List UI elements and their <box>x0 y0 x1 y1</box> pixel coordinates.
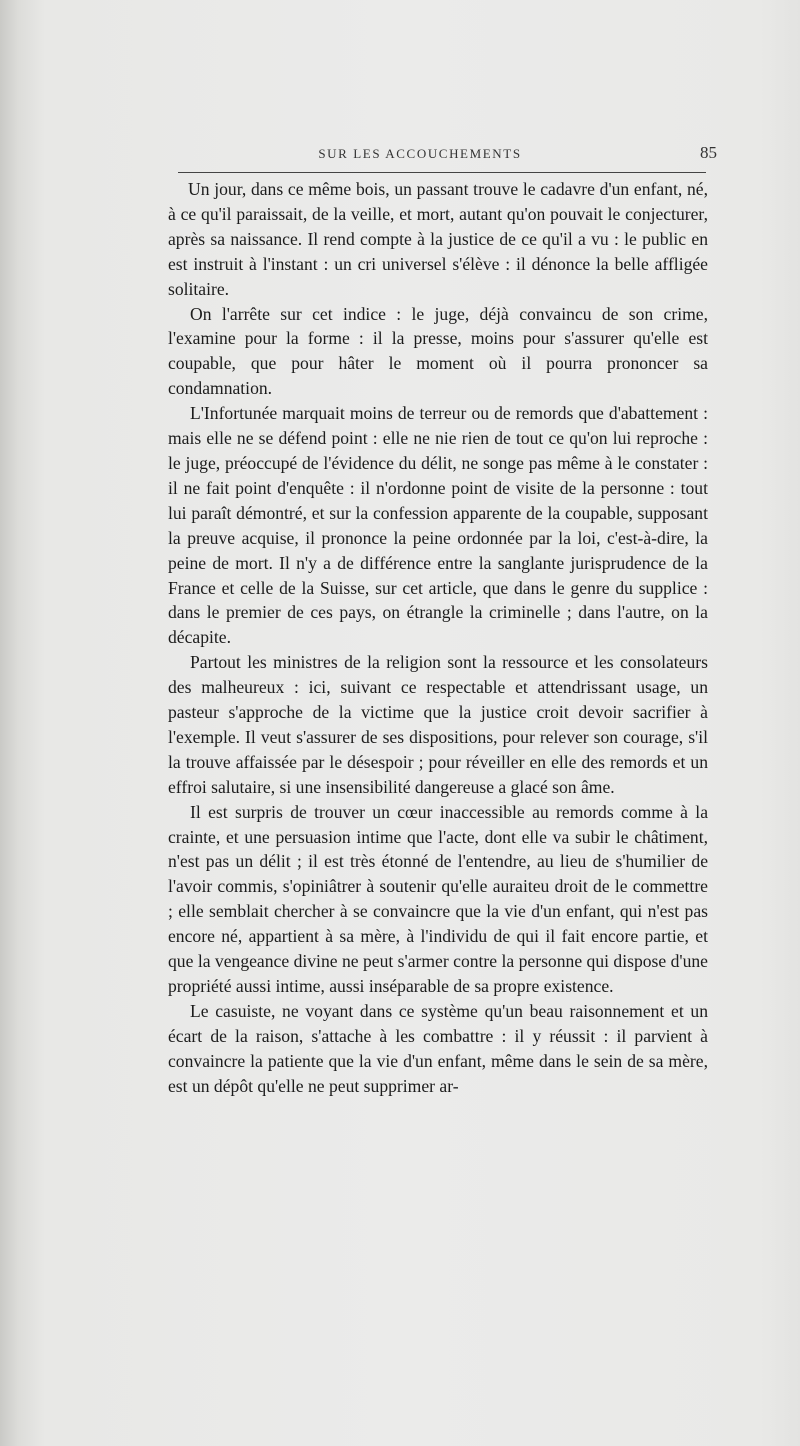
paragraph-6: Le casuiste, ne voyant dans ce système qu'un beau raisonnement et un écart de la raison, s'attache à les combattre : il y réussit : il parvient à convaincre la patiente que la vie d'un enfant, même dans le sein de sa mère, est un dépôt qu'elle ne peut supprimer ar- <box>168 1000 708 1096</box>
paragraph-4: Partout les ministres de la religion sont la ressource et les consolateurs des malheureux : ici, suivant ce respectable et attendrissant usage, un pasteur s'approche de la victime que la justice croit devoir sacrifier à l'exemple. Il veut s'assurer de ses dispositions, pour relever son courage, s'il la trouve affaissée par le désespoir ; pour réveiller en elle des remords et un effroi salutaire, si une insensibilité dangereuse a glacé son âme. <box>168 652 708 797</box>
page-number: 85 <box>700 143 717 162</box>
header-rule <box>178 172 706 173</box>
paragraph-1: Un jour, dans ce même bois, un passant trouve le cadavre d'un enfant, né, à ce qu'il paraissait, de la veille, et mort, autant qu'on pouvait le conjecturer, après sa naissance. Il rend compte à la justice de ce qu'il a vu : le public en est instruit à l'instant : un cri universel s'élève : il dénonce la belle affligée solitaire. <box>168 179 708 299</box>
body-text <box>168 177 708 1099</box>
running-title: SUR LES ACCOUCHEMENTS <box>318 146 522 161</box>
paragraph-5: Il est surpris de trouver un cœur inaccessible au remords comme à la crainte, et une persuasion intime que l'acte, dont elle va subir le châtiment, n'est pas un délit ; il est très étonné de l'entendre, au lieu de s'humilier de l'avoir commis, s'opiniâtrer à soutenir qu'elle auraiteu droit de le commettre ; elle semblait chercher à se convaincre que la vie d'un enfant, qui n'est pas encore né, appartient à sa mère, à l'individu de qui il fait encore partie, et que la vengeance divine ne peut s'armer contre la personne qui dispose d'une propriété aussi intime, aussi inséparable de sa propre existence. <box>168 801 708 996</box>
paragraph-2: On l'arrête sur cet indice : le juge, déjà convaincu de son crime, l'examine pour la forme : il la presse, moins pour s'assurer qu'elle est coupable, que pour hâter le moment où il pourra prononcer sa condamnation. <box>168 303 708 399</box>
paragraph-3: L'Infortunée marquait moins de terreur ou de remords que d'abattement : mais elle ne se défend point : elle ne nie rien de tout ce qu'on lui reproche : le juge, préoccupé de l'évidence du délit, ne songe pas même à le constater : il ne fait point d'enquête : il n'ordonne point de visite de la personne : tout lui paraît démontré, et sur la confession apparente de la coupable, supposant la preuve acquise, il prononce la peine ordonnée par la loi, c'est-à-dire, la peine de mort. Il n'y a de différence entre la sanglante jurisprudence de la France et celle de la Suisse, sur cet article, que dans le genre du supplice : dans le premier de ces pays, on étrangle la criminelle ; dans l'autre, on la décapite. <box>168 403 708 648</box>
